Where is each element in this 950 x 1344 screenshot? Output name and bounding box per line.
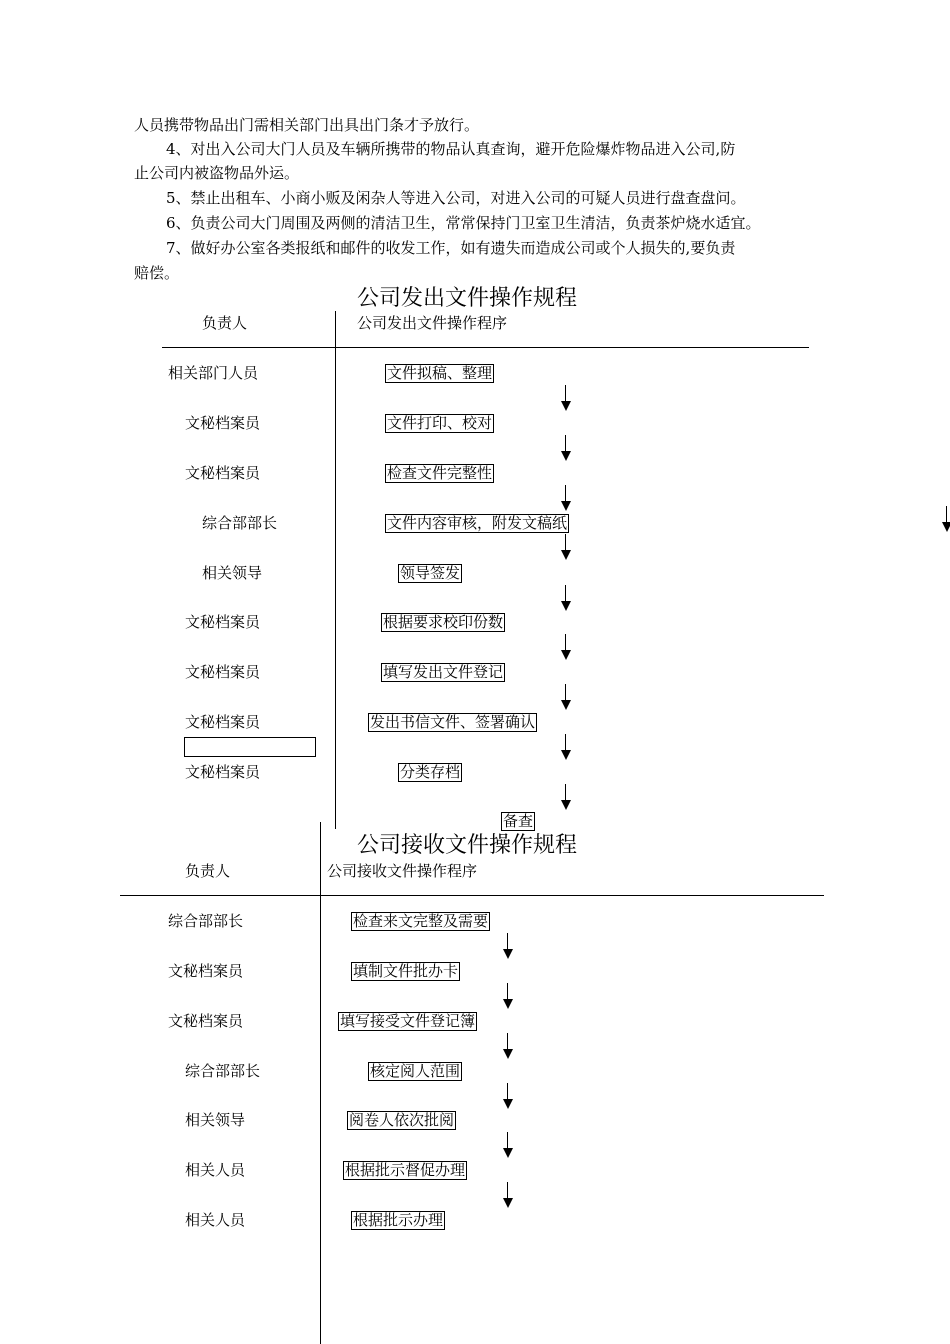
outgoing-person: 文秘档案员 bbox=[185, 713, 261, 731]
incoming-step-box: 核定阅人范围 bbox=[370, 1062, 461, 1080]
outgoing-step-box: 检查文件完整性 bbox=[387, 464, 493, 482]
incoming-column-divider bbox=[320, 822, 321, 1344]
down-arrow-icon bbox=[503, 933, 513, 959]
intro-line: 6、负责公司大门周围及两侧的清洁卫生，常常保持门卫室卫生清洁，负责茶炉烧水适宜。 bbox=[166, 214, 761, 232]
incoming-person: 相关领导 bbox=[185, 1111, 246, 1129]
down-arrow-icon bbox=[561, 734, 571, 760]
outgoing-step-box: 领导签发 bbox=[400, 564, 461, 582]
outgoing-step-box: 文件拟稿、整理 bbox=[387, 364, 493, 382]
intro-line: 人员携带物品出门需相关部门出具出门条才予放行。 bbox=[134, 116, 480, 134]
outgoing-step-box: 文件内容审核，附发文稿纸 bbox=[387, 514, 568, 532]
down-arrow-icon bbox=[561, 435, 571, 461]
incoming-title: 公司接收文件操作规程 bbox=[357, 833, 578, 858]
outgoing-person: 文秘档案员 bbox=[185, 414, 261, 432]
outgoing-col-person: 负责人 bbox=[202, 314, 248, 332]
outgoing-step-box: 发出书信文件、签署确认 bbox=[370, 713, 536, 731]
down-arrow-icon bbox=[561, 385, 571, 411]
down-arrow-icon bbox=[942, 506, 950, 532]
outgoing-step-box: 文件打印、校对 bbox=[387, 414, 493, 432]
incoming-col-procedure: 公司接收文件操作程序 bbox=[327, 862, 478, 880]
intro-line: 5、禁止出租车、小商小贩及闲杂人等进入公司，对进入公司的可疑人员进行盘查盘问。 bbox=[166, 189, 746, 207]
incoming-step-box: 阅卷人依次批阅 bbox=[349, 1111, 455, 1129]
incoming-person: 相关人员 bbox=[185, 1211, 246, 1229]
outgoing-person: 文秘档案员 bbox=[185, 464, 261, 482]
incoming-person: 文秘档案员 bbox=[168, 1012, 244, 1030]
outgoing-step-box: 填写发出文件登记 bbox=[383, 663, 504, 681]
down-arrow-icon bbox=[503, 1132, 513, 1158]
down-arrow-icon bbox=[503, 1033, 513, 1059]
outgoing-person: 文秘档案员 bbox=[185, 663, 261, 681]
incoming-step-box: 根据批示办理 bbox=[353, 1211, 444, 1229]
down-arrow-icon bbox=[503, 1083, 513, 1109]
incoming-step-box: 检查来文完整及需要 bbox=[353, 912, 489, 930]
incoming-step-box: 填制文件批办卡 bbox=[353, 962, 459, 980]
down-arrow-icon bbox=[561, 784, 571, 810]
outgoing-person: 文秘档案员 bbox=[185, 763, 261, 781]
intro-line: 4、对出入公司大门人员及车辆所携带的物品认真查询，避开危险爆炸物品进入公司,防 bbox=[166, 140, 736, 158]
down-arrow-icon bbox=[561, 534, 571, 560]
intro-line: 7、做好办公室各类报纸和邮件的收发工作，如有遗失而造成公司或个人损失的,要负责 bbox=[166, 239, 736, 257]
incoming-step-box: 填写接受文件登记簿 bbox=[340, 1012, 476, 1030]
incoming-step-box: 根据批示督促办理 bbox=[345, 1161, 466, 1179]
outgoing-col-procedure: 公司发出文件操作程序 bbox=[357, 314, 508, 332]
outgoing-final-step-box: 备查 bbox=[503, 812, 534, 830]
incoming-person: 综合部部长 bbox=[185, 1062, 261, 1080]
incoming-person: 综合部部长 bbox=[168, 912, 244, 930]
outgoing-step-box: 分类存档 bbox=[400, 763, 461, 781]
down-arrow-icon bbox=[561, 684, 571, 710]
down-arrow-icon bbox=[503, 1182, 513, 1208]
incoming-header-rule bbox=[120, 895, 824, 896]
down-arrow-icon bbox=[561, 585, 571, 611]
incoming-person: 文秘档案员 bbox=[168, 962, 244, 980]
incoming-col-person: 负责人 bbox=[185, 862, 231, 880]
down-arrow-icon bbox=[561, 485, 571, 511]
down-arrow-icon bbox=[503, 983, 513, 1009]
outgoing-person: 综合部部长 bbox=[202, 514, 278, 532]
intro-line: 赔偿。 bbox=[134, 264, 180, 282]
incoming-person: 相关人员 bbox=[185, 1161, 246, 1179]
outgoing-column-divider bbox=[335, 311, 336, 829]
outgoing-person: 文秘档案员 bbox=[185, 613, 261, 631]
empty-text-box bbox=[184, 737, 316, 757]
down-arrow-icon bbox=[561, 634, 571, 660]
outgoing-step-box: 根据要求校印份数 bbox=[383, 613, 504, 631]
outgoing-header-rule bbox=[162, 347, 809, 348]
intro-line: 止公司内被盗物品外运。 bbox=[134, 164, 300, 182]
outgoing-title: 公司发出文件操作规程 bbox=[357, 286, 578, 311]
outgoing-person: 相关部门人员 bbox=[168, 364, 259, 382]
outgoing-person: 相关领导 bbox=[202, 564, 263, 582]
